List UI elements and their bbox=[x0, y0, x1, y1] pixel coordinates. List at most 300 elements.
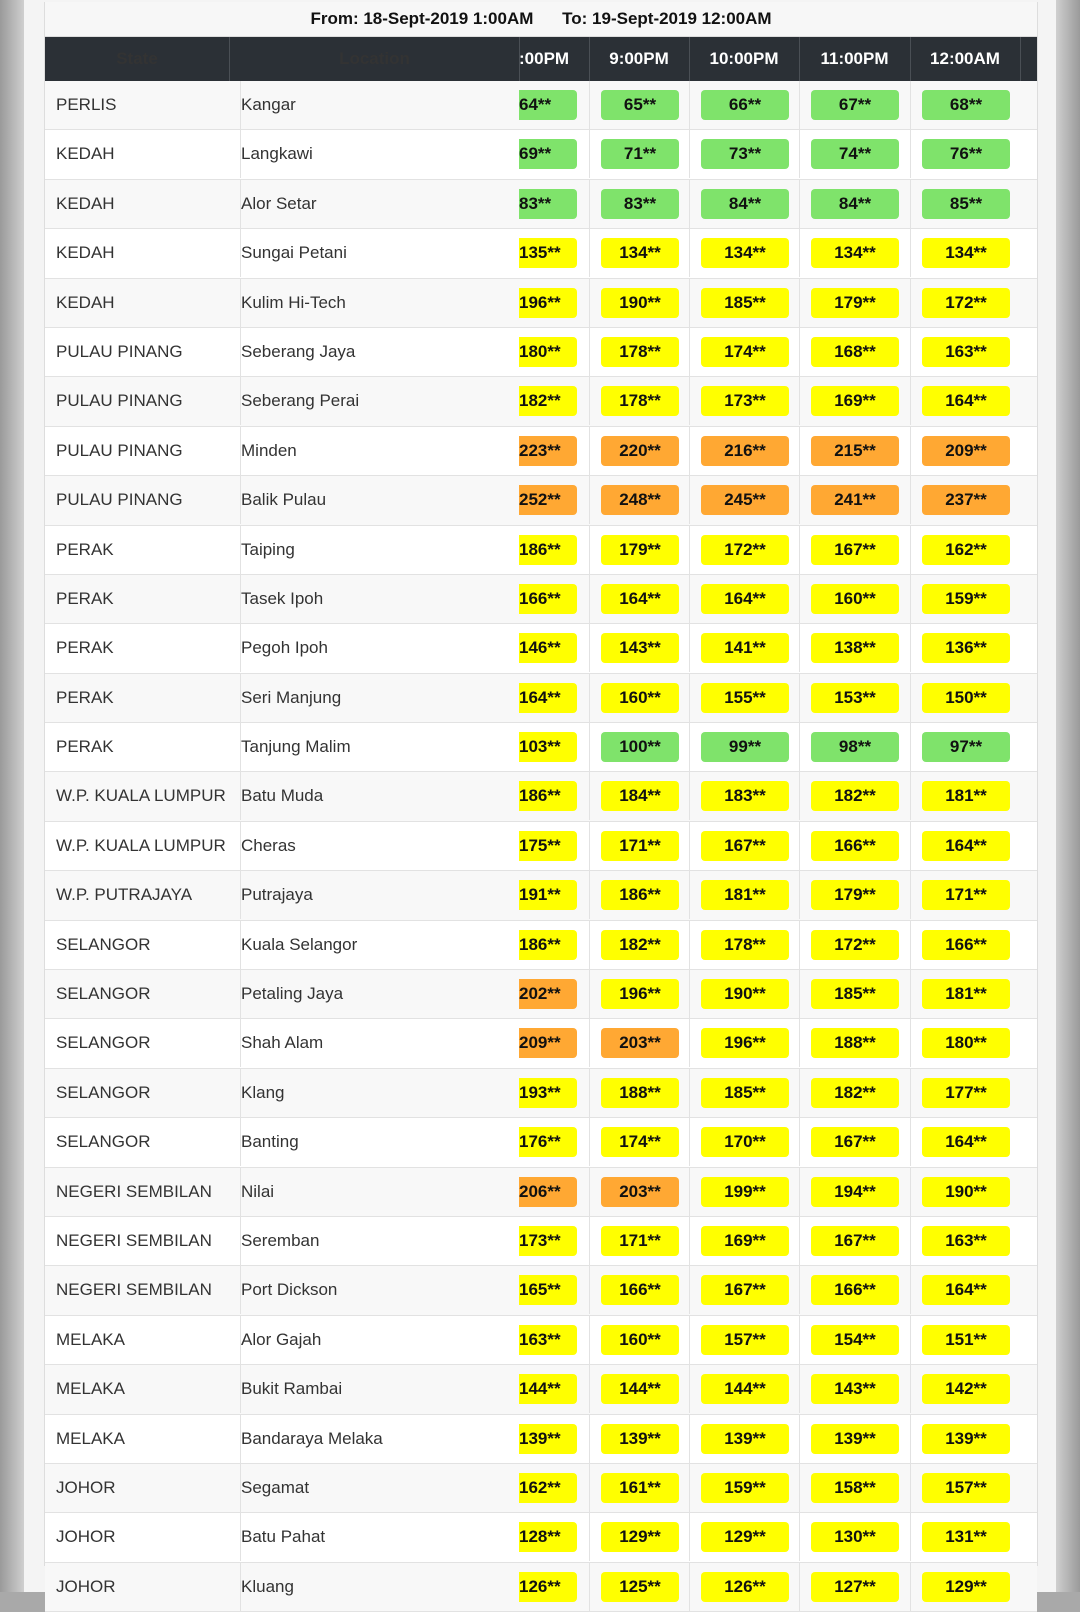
api-value-badge: 134** bbox=[922, 238, 1010, 268]
api-value-badge: 196** bbox=[519, 288, 577, 318]
location-cell: Langkawi bbox=[241, 144, 313, 164]
table-row[interactable] bbox=[45, 1513, 1037, 1562]
api-value-badge: 169** bbox=[811, 386, 899, 416]
api-cell bbox=[910, 575, 1021, 623]
api-cell bbox=[799, 1513, 911, 1561]
api-cell bbox=[910, 723, 1021, 771]
table-row[interactable] bbox=[45, 674, 1037, 723]
api-value-badge: 129** bbox=[601, 1522, 679, 1552]
api-cell bbox=[799, 921, 911, 969]
api-cell bbox=[589, 1069, 690, 1117]
api-value-badge: 182** bbox=[811, 781, 899, 811]
date-range bbox=[45, 2, 1037, 37]
location-cell: Tasek Ipoh bbox=[241, 588, 324, 608]
api-value-badge: 175** bbox=[519, 831, 577, 861]
api-value-badge: 167** bbox=[811, 1127, 899, 1157]
api-value-badge: 144** bbox=[701, 1374, 789, 1404]
api-value-badge: 252** bbox=[519, 485, 577, 515]
location-cell: Alor Gajah bbox=[241, 1329, 322, 1349]
api-value-badge: 73** bbox=[701, 139, 789, 169]
api-cell bbox=[589, 180, 690, 228]
api-cell bbox=[799, 229, 911, 277]
location-cell: Alor Setar bbox=[241, 193, 317, 213]
api-value-badge: 185** bbox=[811, 979, 899, 1009]
state-cell: PULAU PINANG bbox=[45, 476, 241, 524]
api-value-badge: 154** bbox=[811, 1325, 899, 1355]
api-value-badge: 69** bbox=[519, 139, 577, 169]
api-value-badge: 172** bbox=[922, 288, 1010, 318]
state-cell: W.P. PUTRAJAYA bbox=[45, 871, 241, 919]
api-value-badge: 160** bbox=[601, 1325, 679, 1355]
api-value-badge: 163** bbox=[519, 1325, 577, 1355]
api-value-badge: 171** bbox=[601, 831, 679, 861]
api-value-badge: 193** bbox=[519, 1078, 577, 1108]
api-value-badge: 83** bbox=[601, 189, 679, 219]
api-value-badge: 155** bbox=[701, 683, 789, 713]
api-value-badge: 139** bbox=[601, 1424, 679, 1454]
api-value-badge: 237** bbox=[922, 485, 1010, 515]
api-cell bbox=[799, 1118, 911, 1166]
api-cell bbox=[910, 970, 1021, 1018]
location-cell: Kulim Hi-Tech bbox=[241, 292, 346, 312]
api-cell bbox=[910, 526, 1021, 574]
api-value-badge: 99** bbox=[701, 732, 789, 762]
table-row[interactable] bbox=[45, 822, 1037, 871]
api-value-badge: 176** bbox=[519, 1127, 577, 1157]
api-value-badge: 84** bbox=[811, 189, 899, 219]
api-cell bbox=[689, 674, 800, 722]
api-value-badge: 171** bbox=[601, 1226, 679, 1256]
table-row[interactable] bbox=[45, 180, 1037, 229]
state-cell: PERLIS bbox=[45, 81, 241, 129]
api-value-badge: 161** bbox=[601, 1473, 679, 1503]
api-cell bbox=[589, 279, 690, 327]
api-value-badge: 181** bbox=[922, 781, 1010, 811]
api-value-badge: 71** bbox=[601, 139, 679, 169]
api-cell bbox=[519, 229, 589, 277]
api-cell bbox=[910, 624, 1021, 672]
api-cell bbox=[519, 1168, 589, 1216]
api-value-badge: 190** bbox=[601, 288, 679, 318]
api-cell bbox=[589, 130, 690, 178]
state-cell: SELANGOR bbox=[45, 1118, 241, 1166]
api-value-badge: 157** bbox=[701, 1325, 789, 1355]
state-cell: MELAKA bbox=[45, 1316, 241, 1364]
api-value-badge: 139** bbox=[519, 1424, 577, 1454]
api-value-badge: 164** bbox=[922, 1127, 1010, 1157]
table-row[interactable] bbox=[45, 1019, 1037, 1068]
api-cell bbox=[689, 377, 800, 425]
table-header bbox=[45, 37, 1037, 81]
api-cell bbox=[799, 772, 911, 820]
api-cell bbox=[799, 871, 911, 919]
header-time-4: 12:00AM bbox=[910, 37, 1021, 81]
api-cell bbox=[910, 1513, 1021, 1561]
api-cell bbox=[689, 229, 800, 277]
table-body[interactable] bbox=[45, 81, 1037, 1612]
table-row[interactable] bbox=[45, 427, 1037, 476]
api-cell bbox=[589, 1365, 690, 1413]
api-cell bbox=[799, 1365, 911, 1413]
table-row[interactable] bbox=[45, 970, 1037, 1019]
header-time-2: 10:00PM bbox=[689, 37, 800, 81]
api-value-badge: 241** bbox=[811, 485, 899, 515]
state-cell: PERAK bbox=[45, 575, 241, 623]
api-cell bbox=[689, 476, 800, 524]
api-cell bbox=[689, 427, 800, 475]
state-cell: NEGERI SEMBILAN bbox=[45, 1266, 241, 1314]
api-value-badge: 134** bbox=[701, 238, 789, 268]
table-row[interactable] bbox=[45, 1365, 1037, 1414]
api-value-badge: 172** bbox=[701, 535, 789, 565]
api-cell bbox=[589, 1513, 690, 1561]
location-cell: Balik Pulau bbox=[241, 490, 327, 510]
api-value-badge: 138** bbox=[811, 633, 899, 663]
api-cell bbox=[910, 377, 1021, 425]
api-value-badge: 142** bbox=[922, 1374, 1010, 1404]
api-cell bbox=[799, 279, 911, 327]
api-value-badge: 157** bbox=[922, 1473, 1010, 1503]
table-row[interactable] bbox=[45, 1069, 1037, 1118]
api-value-badge: 178** bbox=[701, 930, 789, 960]
api-value-badge: 143** bbox=[811, 1374, 899, 1404]
api-cell bbox=[799, 1168, 911, 1216]
location-cell: Putrajaya bbox=[241, 885, 313, 905]
state-cell: W.P. KUALA LUMPUR bbox=[45, 772, 241, 820]
api-cell bbox=[910, 772, 1021, 820]
api-cell bbox=[589, 575, 690, 623]
state-cell: SELANGOR bbox=[45, 921, 241, 969]
api-cell bbox=[519, 130, 589, 178]
api-value-badge: 186** bbox=[519, 930, 577, 960]
api-value-badge: 153** bbox=[811, 683, 899, 713]
state-cell: JOHOR bbox=[45, 1464, 241, 1512]
location-cell: Seremban bbox=[241, 1230, 320, 1250]
location-cell: Shah Alam bbox=[241, 1033, 324, 1053]
api-cell bbox=[910, 822, 1021, 870]
location-cell: Kangar bbox=[241, 95, 296, 114]
table-row[interactable] bbox=[45, 1217, 1037, 1266]
location-cell: Cheras bbox=[241, 835, 296, 855]
api-value-badge: 167** bbox=[811, 1226, 899, 1256]
api-cell bbox=[799, 575, 911, 623]
api-value-badge: 202** bbox=[519, 979, 577, 1009]
api-cell bbox=[519, 1118, 589, 1166]
api-value-badge: 128** bbox=[519, 1522, 577, 1552]
location-cell: Taiping bbox=[241, 539, 295, 559]
api-cell bbox=[519, 328, 589, 376]
api-value-badge: 166** bbox=[519, 584, 577, 614]
header-location: Location bbox=[230, 37, 520, 81]
api-cell bbox=[910, 476, 1021, 524]
api-cell bbox=[799, 1019, 911, 1067]
api-value-badge: 185** bbox=[701, 1078, 789, 1108]
api-cell bbox=[910, 328, 1021, 376]
api-value-badge: 135** bbox=[519, 238, 577, 268]
table-row[interactable] bbox=[45, 377, 1037, 426]
api-value-badge: 66** bbox=[701, 90, 789, 120]
api-cell bbox=[519, 624, 589, 672]
api-cell bbox=[589, 1415, 690, 1463]
table-row[interactable] bbox=[45, 723, 1037, 772]
location-cell: Seberang Jaya bbox=[241, 341, 356, 361]
api-value-badge: 134** bbox=[601, 238, 679, 268]
api-cell bbox=[799, 1069, 911, 1117]
table-row[interactable] bbox=[45, 772, 1037, 821]
table-row[interactable] bbox=[45, 871, 1037, 920]
table-row[interactable] bbox=[45, 81, 1037, 130]
location-cell: Petaling Jaya bbox=[241, 984, 344, 1004]
api-cell bbox=[519, 575, 589, 623]
location-cell: Seberang Perai bbox=[241, 391, 360, 411]
api-value-badge: 182** bbox=[601, 930, 679, 960]
api-cell bbox=[910, 427, 1021, 475]
location-cell: Batu Pahat bbox=[241, 1527, 326, 1547]
api-value-badge: 150** bbox=[922, 683, 1010, 713]
api-cell bbox=[589, 624, 690, 672]
date-from: From: 18-Sept-2019 1:00AM bbox=[310, 9, 534, 28]
api-cell bbox=[519, 1415, 589, 1463]
table-row[interactable] bbox=[45, 526, 1037, 575]
api-value-badge: 163** bbox=[922, 1226, 1010, 1256]
api-cell bbox=[689, 1118, 800, 1166]
api-value-badge: 159** bbox=[701, 1473, 789, 1503]
api-value-badge: 141** bbox=[701, 633, 789, 663]
location-cell: Kluang bbox=[241, 1576, 294, 1596]
api-cell bbox=[519, 81, 589, 129]
api-value-badge: 178** bbox=[601, 337, 679, 367]
api-cell bbox=[910, 279, 1021, 327]
api-value-badge: 209** bbox=[519, 1028, 577, 1058]
api-cell bbox=[910, 180, 1021, 228]
api-cell bbox=[689, 871, 800, 919]
api-cell bbox=[589, 526, 690, 574]
api-cell bbox=[689, 970, 800, 1018]
api-value-badge: 76** bbox=[922, 139, 1010, 169]
api-cell bbox=[910, 81, 1021, 129]
api-cell bbox=[689, 1217, 800, 1265]
api-value-badge: 245** bbox=[701, 485, 789, 515]
api-value-badge: 166** bbox=[601, 1275, 679, 1305]
api-value-badge: 129** bbox=[701, 1522, 789, 1552]
table-row[interactable] bbox=[45, 921, 1037, 970]
api-cell bbox=[910, 229, 1021, 277]
api-cell bbox=[519, 377, 589, 425]
api-cell bbox=[689, 1563, 800, 1611]
api-value-badge: 188** bbox=[601, 1078, 679, 1108]
api-cell bbox=[689, 723, 800, 771]
api-value-badge: 206** bbox=[519, 1177, 577, 1207]
header-time-0: :00PM bbox=[519, 37, 590, 81]
api-value-badge: 177** bbox=[922, 1078, 1010, 1108]
api-cell bbox=[519, 723, 589, 771]
api-value-badge: 171** bbox=[922, 880, 1010, 910]
table-row[interactable] bbox=[45, 1563, 1037, 1612]
api-value-badge: 170** bbox=[701, 1127, 789, 1157]
api-cell bbox=[519, 1266, 589, 1314]
api-value-badge: 103** bbox=[519, 732, 577, 762]
api-value-badge: 167** bbox=[811, 535, 899, 565]
api-cell bbox=[589, 1316, 690, 1364]
state-cell: NEGERI SEMBILAN bbox=[45, 1168, 241, 1216]
table-row[interactable] bbox=[45, 130, 1037, 179]
state-cell: PULAU PINANG bbox=[45, 328, 241, 376]
api-value-badge: 100** bbox=[601, 732, 679, 762]
api-value-badge: 169** bbox=[701, 1226, 789, 1256]
api-cell bbox=[519, 279, 589, 327]
api-value-badge: 190** bbox=[922, 1177, 1010, 1207]
api-value-badge: 215** bbox=[811, 436, 899, 466]
table-row[interactable] bbox=[45, 476, 1037, 525]
api-value-badge: 162** bbox=[519, 1473, 577, 1503]
table-row[interactable] bbox=[45, 1168, 1037, 1217]
state-cell: KEDAH bbox=[45, 279, 241, 327]
api-cell bbox=[799, 1217, 911, 1265]
table-row[interactable] bbox=[45, 624, 1037, 673]
table-row[interactable] bbox=[45, 328, 1037, 377]
api-cell bbox=[689, 130, 800, 178]
table-row[interactable] bbox=[45, 1316, 1037, 1365]
api-value-badge: 134** bbox=[811, 238, 899, 268]
api-cell bbox=[910, 1415, 1021, 1463]
api-value-badge: 196** bbox=[601, 979, 679, 1009]
api-value-badge: 172** bbox=[811, 930, 899, 960]
api-value-badge: 160** bbox=[601, 683, 679, 713]
api-cell bbox=[519, 1069, 589, 1117]
api-value-badge: 131** bbox=[922, 1522, 1010, 1552]
api-cell bbox=[799, 723, 911, 771]
api-value-badge: 173** bbox=[701, 386, 789, 416]
header-time-3: 11:00PM bbox=[799, 37, 911, 81]
api-value-badge: 191** bbox=[519, 880, 577, 910]
api-cell bbox=[689, 526, 800, 574]
api-cell bbox=[689, 1513, 800, 1561]
state-cell: PULAU PINANG bbox=[45, 427, 241, 475]
api-cell bbox=[589, 1217, 690, 1265]
location-cell: Nilai bbox=[241, 1181, 275, 1201]
table-row[interactable] bbox=[45, 575, 1037, 624]
table-row[interactable] bbox=[45, 279, 1037, 328]
api-cell bbox=[519, 1019, 589, 1067]
location-cell: Bandaraya Melaka bbox=[241, 1428, 383, 1448]
api-value-badge: 248** bbox=[601, 485, 679, 515]
state-cell: MELAKA bbox=[45, 1415, 241, 1463]
api-cell bbox=[910, 871, 1021, 919]
api-cell bbox=[910, 1563, 1021, 1611]
state-cell: PERAK bbox=[45, 624, 241, 672]
api-value-badge: 164** bbox=[519, 683, 577, 713]
api-cell bbox=[799, 180, 911, 228]
api-cell bbox=[799, 1316, 911, 1364]
api-cell bbox=[689, 279, 800, 327]
table-row[interactable] bbox=[45, 1118, 1037, 1167]
api-cell bbox=[689, 772, 800, 820]
api-value-badge: 203** bbox=[601, 1028, 679, 1058]
api-value-badge: 125** bbox=[601, 1572, 679, 1602]
api-cell bbox=[910, 1168, 1021, 1216]
api-value-badge: 164** bbox=[922, 831, 1010, 861]
date-to: To: 19-Sept-2019 12:00AM bbox=[562, 9, 772, 28]
api-cell bbox=[519, 526, 589, 574]
location-cell: Port Dickson bbox=[241, 1280, 338, 1300]
api-value-badge: 184** bbox=[601, 781, 679, 811]
api-cell bbox=[799, 476, 911, 524]
api-value-badge: 139** bbox=[922, 1424, 1010, 1454]
api-value-badge: 151** bbox=[922, 1325, 1010, 1355]
state-cell: PERAK bbox=[45, 526, 241, 574]
api-cell bbox=[689, 328, 800, 376]
table-row[interactable] bbox=[45, 1464, 1037, 1513]
api-cell bbox=[799, 328, 911, 376]
table-row[interactable] bbox=[45, 1266, 1037, 1315]
table-row[interactable] bbox=[45, 229, 1037, 278]
api-cell bbox=[589, 921, 690, 969]
api-cell bbox=[910, 1316, 1021, 1364]
api-cell bbox=[689, 1316, 800, 1364]
api-cell bbox=[799, 674, 911, 722]
api-value-badge: 163** bbox=[922, 337, 1010, 367]
api-value-badge: 220** bbox=[601, 436, 679, 466]
state-cell: PERAK bbox=[45, 674, 241, 722]
api-cell bbox=[910, 1069, 1021, 1117]
api-cell bbox=[589, 427, 690, 475]
api-value-badge: 179** bbox=[811, 288, 899, 318]
api-value-badge: 129** bbox=[922, 1572, 1010, 1602]
api-value-badge: 166** bbox=[811, 831, 899, 861]
api-value-badge: 97** bbox=[922, 732, 1010, 762]
api-cell bbox=[589, 1266, 690, 1314]
api-value-badge: 190** bbox=[701, 979, 789, 1009]
api-cell bbox=[519, 921, 589, 969]
api-value-badge: 146** bbox=[519, 633, 577, 663]
api-cell bbox=[589, 229, 690, 277]
api-value-badge: 159** bbox=[922, 584, 1010, 614]
api-cell bbox=[799, 822, 911, 870]
state-cell: SELANGOR bbox=[45, 970, 241, 1018]
api-cell bbox=[589, 1563, 690, 1611]
api-value-badge: 179** bbox=[601, 535, 679, 565]
api-cell bbox=[910, 130, 1021, 178]
api-value-badge: 173** bbox=[519, 1226, 577, 1256]
api-value-badge: 127** bbox=[811, 1572, 899, 1602]
state-cell: JOHOR bbox=[45, 1563, 241, 1611]
location-cell: Seri Manjung bbox=[241, 687, 342, 707]
api-value-badge: 182** bbox=[519, 386, 577, 416]
state-cell: PULAU PINANG bbox=[45, 377, 241, 425]
table-row[interactable] bbox=[45, 1415, 1037, 1464]
state-cell: MELAKA bbox=[45, 1365, 241, 1413]
location-cell: Minden bbox=[241, 440, 297, 460]
api-cell bbox=[689, 1168, 800, 1216]
api-table[interactable] bbox=[44, 2, 1038, 1596]
api-cell bbox=[589, 723, 690, 771]
api-cell bbox=[689, 1365, 800, 1413]
api-value-badge: 209** bbox=[922, 436, 1010, 466]
api-cell bbox=[799, 427, 911, 475]
api-value-badge: 180** bbox=[922, 1028, 1010, 1058]
api-cell bbox=[910, 674, 1021, 722]
api-cell bbox=[519, 674, 589, 722]
api-cell bbox=[519, 871, 589, 919]
api-value-badge: 143** bbox=[601, 633, 679, 663]
api-value-badge: 64** bbox=[519, 90, 577, 120]
state-cell: SELANGOR bbox=[45, 1069, 241, 1117]
api-value-badge: 183** bbox=[701, 781, 789, 811]
api-cell bbox=[519, 1365, 589, 1413]
api-value-badge: 178** bbox=[601, 386, 679, 416]
api-cell bbox=[910, 1118, 1021, 1166]
api-value-badge: 158** bbox=[811, 1473, 899, 1503]
